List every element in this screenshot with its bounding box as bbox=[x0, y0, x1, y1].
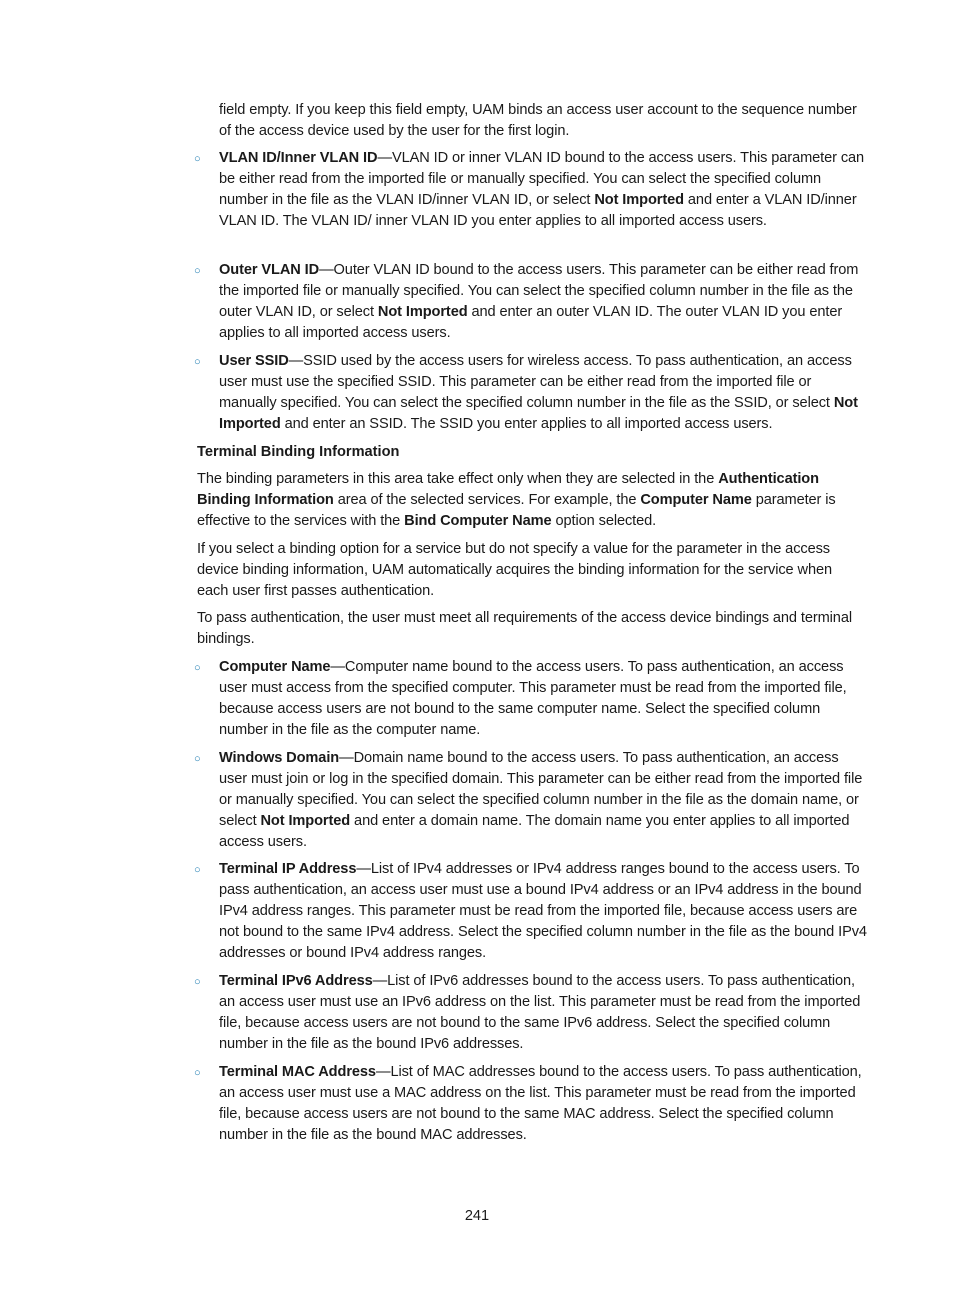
bullet-item-segment: —Outer VLAN ID bound to the access users. This parameter can be either read from the imported file or manually specified. You can select the specified column number in the file as the outer VLAN ID, or select bbox=[219, 262, 859, 321]
bullet-item-segment: Not Imported bbox=[377, 304, 468, 321]
hollow-circle-bullet-icon: ○ bbox=[194, 662, 201, 674]
hollow-circle-bullet-icon: ○ bbox=[194, 153, 201, 165]
paragraph-segment: If you select a binding option for a service but do not specify a value for the parameter in the access device binding information, UAM automatically acquires the binding information for the service when each user first passes authentication. bbox=[197, 541, 832, 600]
bullet-item-label: Terminal MAC Address bbox=[219, 1064, 376, 1080]
hollow-circle-bullet-icon: ○ bbox=[194, 976, 201, 988]
hollow-circle-bullet-icon: ○ bbox=[194, 1067, 201, 1079]
bullet-item-segment: and enter a VLAN ID/inner VLAN ID. The VLAN ID/ inner VLAN ID you enter applies to all imported access users. bbox=[219, 192, 857, 230]
bullet-item-label: Windows Domain bbox=[219, 750, 340, 766]
bullet-item-segment: —VLAN ID or inner VLAN ID bound to the access users. This parameter can be either read from the imported file or manually specified. You can select the specified column number in the file as the VLAN ID/inner VLAN ID, or select bbox=[219, 150, 865, 209]
page-number: 241 bbox=[464, 1208, 490, 1224]
bullet-item bbox=[194, 748, 869, 853]
bullet-item-segment: —Domain name bound to the access users. To pass authentication, an access user must join or log in the specified domain. This parameter can be either read from the imported file or manually specified. You can select the specified column number in the file as the domain name, or select bbox=[219, 750, 863, 830]
bullet-item bbox=[194, 971, 869, 1055]
bullet-item-label: VLAN ID/Inner VLAN ID bbox=[219, 150, 378, 166]
bullet-item-label: Terminal IP Address bbox=[219, 861, 357, 877]
paragraph-segment: area of the selected services. For example, the bbox=[333, 492, 641, 509]
bullet-item bbox=[194, 657, 869, 741]
bullet-item bbox=[194, 351, 869, 435]
bullet-item-segment: Not Imported bbox=[260, 813, 351, 830]
paragraph-segment: The binding parameters in this area take effect only when they are selected in the bbox=[197, 471, 719, 487]
paragraph-segment: To pass authentication, the user must meet all requirements of the access device bindings and terminal bindings. bbox=[197, 610, 852, 648]
bullet-item-segment: —SSID used by the access users for wireless access. To pass authentication, an access user must use the specified SSID. This parameter can be either read from the imported file or manually specified. You can select the specified column number in the file as the SSID, or select bbox=[219, 353, 852, 412]
bullet-item-segment: Not Imported bbox=[594, 192, 684, 209]
paragraph-segment: parameter is effective to the services with the bbox=[197, 492, 836, 530]
body-paragraph bbox=[197, 469, 865, 532]
intro-continuation: field empty. If you keep this field empty, UAM binds an access user account to the sequence number of the access device used by the user for the first login. bbox=[219, 102, 857, 140]
bullet-item-label: Outer VLAN ID bbox=[219, 262, 320, 278]
bullet-item-segment: —Computer name bound to the access users. To pass authentication, an access user must access from the specified computer. This parameter must be read from the imported file, because access users are not bound to the same computer name. Select the specified column number in the file as the computer name. bbox=[219, 659, 847, 739]
bullet-item bbox=[194, 859, 869, 964]
bullet-item-label: User SSID bbox=[219, 353, 289, 369]
body-paragraph bbox=[197, 608, 865, 650]
paragraph-segment: Computer Name bbox=[640, 492, 752, 509]
bullet-item bbox=[194, 148, 869, 232]
bullet-item-segment: —List of IPv4 addresses or IPv4 address ranges bound to the access users. To pass authentication, an access user must use a bound IPv4 address or an IPv4 address in the bound IPv4 address ranges. This parameter must be read from the imported file, because access users are not bound to the same IPv4 address. Select the specified column number in the file as the bound IPv4 addresses or bound IPv4 address ranges. bbox=[219, 861, 867, 962]
bullet-item-segment: and enter a domain name. The domain name you enter applies to all imported access users. bbox=[219, 813, 850, 851]
hollow-circle-bullet-icon: ○ bbox=[194, 753, 201, 765]
paragraph-segment: Bind Computer Name bbox=[404, 513, 552, 530]
paragraph-segment: Authentication Binding Information bbox=[197, 471, 819, 509]
bullet-item-segment: —List of MAC addresses bound to the access users. To pass authentication, an access user must use a MAC address on the list. This parameter must be read from the imported file, because access users are not bound to the same MAC address. Select the specified column number in the file as the bound MAC addresses. bbox=[219, 1064, 862, 1144]
bullet-item bbox=[194, 1062, 869, 1146]
bullet-item-label: Computer Name bbox=[219, 659, 331, 675]
bullet-item-segment: and enter an SSID. The SSID you enter applies to all imported access users. bbox=[280, 416, 773, 433]
bullet-item-segment: and enter an outer VLAN ID. The outer VLAN ID you enter applies to all imported access users. bbox=[219, 304, 843, 342]
section-heading: Terminal Binding Information bbox=[197, 444, 400, 460]
bullet-item bbox=[194, 260, 869, 344]
hollow-circle-bullet-icon: ○ bbox=[194, 356, 201, 368]
hollow-circle-bullet-icon: ○ bbox=[194, 864, 201, 876]
bullet-item-label: Terminal IPv6 Address bbox=[219, 973, 373, 989]
hollow-circle-bullet-icon: ○ bbox=[194, 265, 201, 277]
body-paragraph bbox=[197, 539, 865, 602]
bullet-item-segment: —List of IPv6 addresses bound to the access users. To pass authentication, an access user must use an IPv6 address on the list. This parameter must be read from the imported file, because access users are not bound to the same IPv6 address. Select the specified column number in the file as the bound IPv6 addresses. bbox=[219, 973, 861, 1053]
bullet-item-segment: Not Imported bbox=[219, 395, 858, 433]
paragraph-segment: option selected. bbox=[551, 513, 657, 530]
